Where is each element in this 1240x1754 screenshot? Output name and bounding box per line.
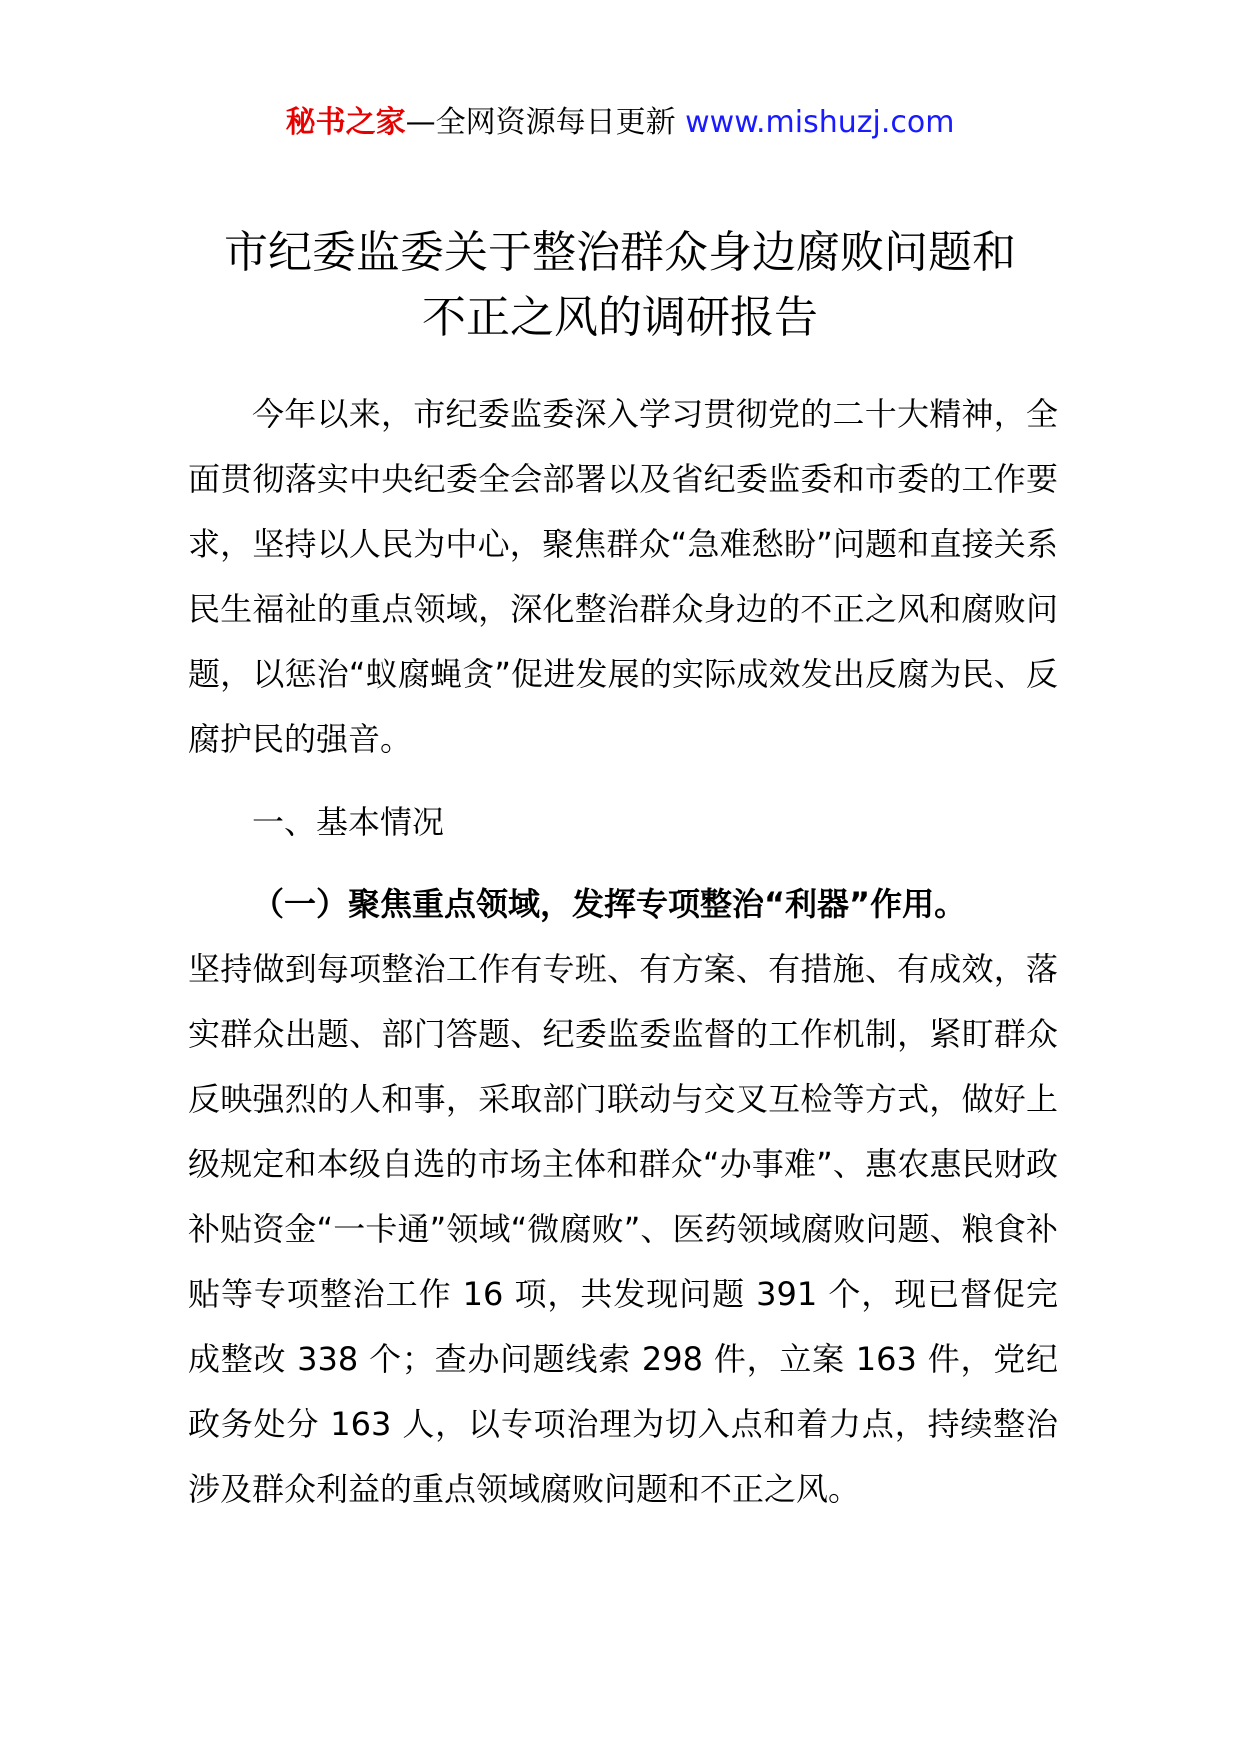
document-title-line1: 市纪委监委关于整治群众身边腐败问题和 — [224, 227, 1016, 278]
site-header — [0, 98, 1240, 148]
subsection-paragraph-1 — [188, 872, 1058, 1522]
document-title — [150, 220, 1090, 350]
subsection-heading-1: （一）聚焦重点领域，发挥专项整治“利器”作用。 — [252, 885, 967, 923]
document-title-line2: 不正之风的调研报告 — [422, 292, 818, 343]
site-url-link[interactable]: www.mishuzj.com — [685, 105, 955, 140]
section-heading-basic-situation: 一、基本情况 — [252, 803, 445, 841]
intro-paragraph: 今年以来，市纪委监委深入学习贯彻党的二十大精神，全面贯彻落实中央纪委全会部署以及省纪委监委和市委的工作要求，坚持以人民为中心，聚焦群众“急难愁盼”问题和直接关系民生福祉的重点领域，深化整治群众身边的不正之风和腐败问题，以惩治“蚁腐蝇贪”促进发展的实际成效发出反腐为民、反腐护民的强音。 — [188, 395, 1058, 758]
site-brand: 秘书之家 — [285, 105, 406, 140]
subsection-body-1: 坚持做到每项整治工作有专班、有方案、有措施、有成效，落实群众出题、部门答题、纪委监委监督的工作机制，紧盯群众反映强烈的人和事，采取部门联动与交叉互检等方式，做好上级规定和本级自选的市场主体和群众“办事难”、惠农惠民财政补贴资金“一卡通”领域“微腐败”、医药领域腐败问题、粮食补贴等专项整治工作 16 项，共发现问题 391 个，现已督促完成整改 338 个；查办问题线索 298 件，立案 163 件，党纪政务处分 163 人，以专项治理为切入点和着力点，持续整治涉及群众利益的重点领域腐败问题和不正之风。 — [188, 950, 1058, 1508]
site-slogan: —全网资源每日更新 — [405, 105, 686, 140]
